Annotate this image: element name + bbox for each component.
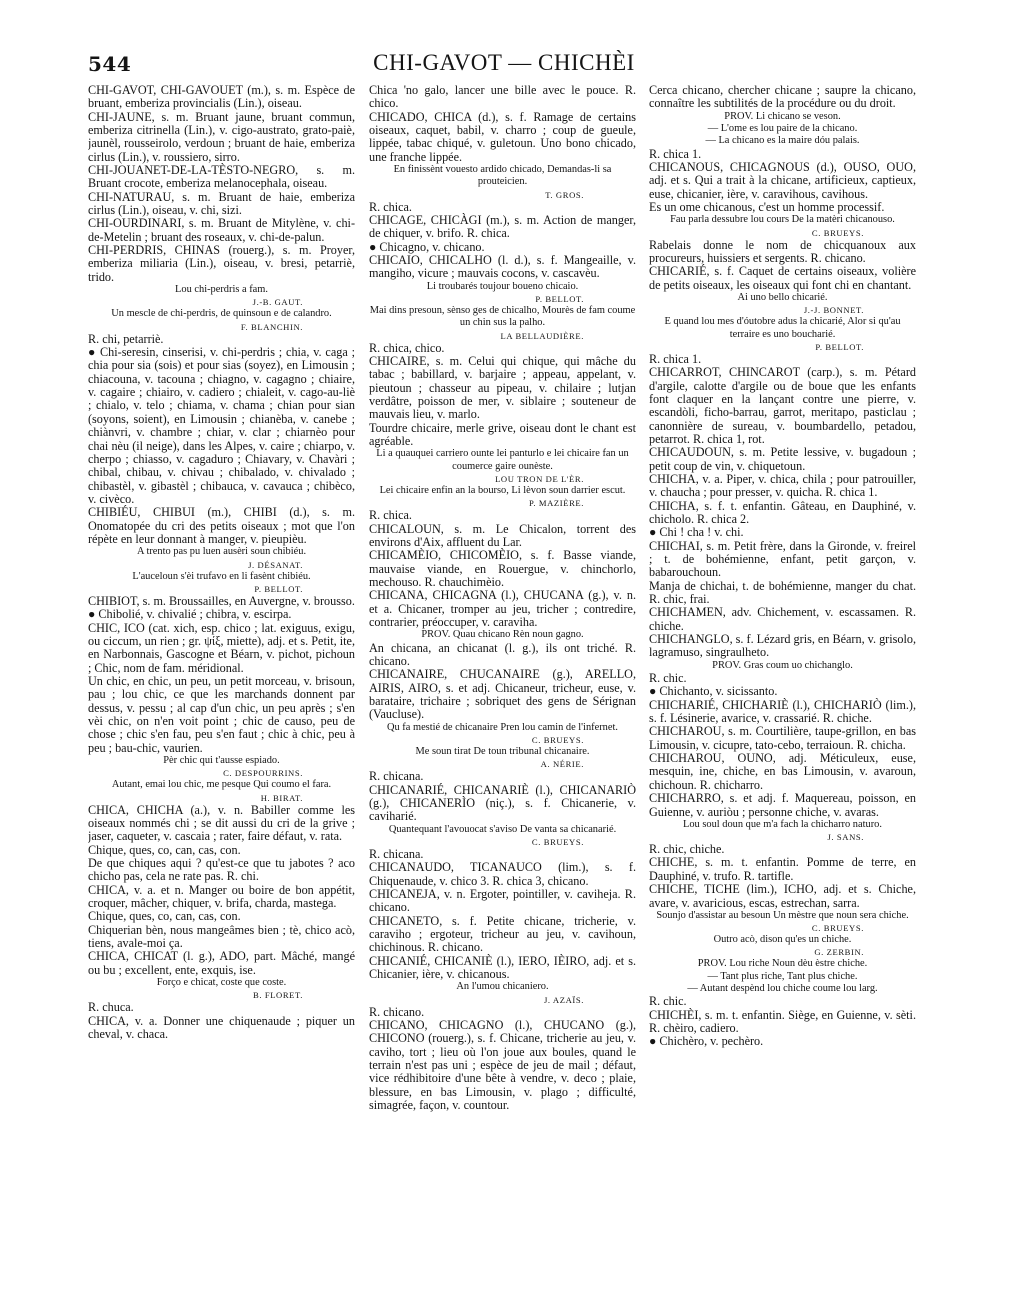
quotation: Lou soul doun que m'a fach la chicharro naturo. — [683, 818, 882, 830]
dictionary-entry: R. chuca. — [88, 1000, 134, 1015]
dictionary-entry: ● Chicagno, v. chicano. — [369, 239, 485, 254]
dictionary-entry: R. chicana. — [369, 769, 424, 784]
dictionary-entry: CHICANAIRE, CHUCANAIRE (g.), ARELLO, AIRIS, AIRO, s. et adj. Chicaneur, tricheur, euse, v. barataire, trichaire ; sobriquet des gens de Sérignan (Vaucluse). — [369, 667, 636, 722]
text-column-middle — [369, 84, 636, 1299]
dictionary-entry: De que chiques aqui ? qu'est-ce que tu jabotes ? aco chicho pas, cela ne rate pas. R. chi. — [88, 855, 355, 884]
dictionary-entry: Cerca chicano, chercher chicane ; saupre la chicano, connaître les subtilités de la procédure ou du droit. — [649, 84, 916, 111]
dictionary-entry: CHIC, ICO (cat. xich, esp. chico ; lat. exiguus, exigu, ou ciccum, un rien ; gr. ψίξ, miette), adj. et s. Petit, ite, en Narbonnais, Gascogne et Béarn, v. pichot, pichoun ; Chic, nom de fam. méridional. — [88, 620, 355, 675]
quotation: Quantequant l'avouocat s'aviso De vanta sa chicanarié. — [388, 823, 617, 835]
running-title: CHI-GAVOT — CHICHÈI — [373, 50, 635, 75]
dictionary-entry: R. chi, petarriè. — [88, 331, 164, 346]
dictionary-entry: CHI-JAUNE, s. m. Bruant jaune, bruant commun, emberiza citrinella (Lin.), v. cigo-austrato, grato-paiè, jaunèl, rousseirolo, verdoun ; bruant de haie, emberiza cirlus (Lin.), v. roussiero, sirro. — [88, 109, 355, 164]
dictionary-entry: CHICARROT, CHINCAROT (carp.), s. m. Pétard d'argile, calotte d'argile ou de boue que les enfants font claquer en la lançant contre une pierre, v. escandòli, ficho-barrau, garrot, meritapo, pasticlau ; canonnière de sureau, v. boumbardello, petadou, petarrot. R. chica 1, rot. — [649, 365, 916, 446]
quotation: Li troubarés toujour boueno chicaio. — [426, 280, 579, 292]
dictionary-entry: CHICANIÉ, CHICANIÈ (l.), IERO, IÈIRO, adj. et s. Chicanier, ière, v. chicanous. — [369, 953, 636, 982]
dictionary-entry: CHICA, CHICAT (l. g.), ADO, part. Mâché, mangé ou bu ; excellent, ente, exquis, ise. — [88, 949, 355, 977]
dictionary-entry: CHICANO, CHICAGNO (l.), CHUCANO (g.), CHICONO (rouerg.), s. f. Chicane, tricherie au jeu, v. caviho, tort ; lieu où l'on joue aux boules, quand le terrain n'est pas uni ; espèce de jeu de mail ; défaut, vice rédhibitoire d'une bête à vendre, v. deco ; plaie, blessure, en bas Limousin, v. plago ; difficulté, simagrée, façon, v. countour. — [369, 1018, 636, 1113]
dictionary-entry: CHICA, v. a. Donner une chiquenaude ; piquer un cheval, v. chaca. — [88, 1013, 355, 1042]
dictionary-entry: CHIBIÉU, CHIBUI (m.), CHIBI (d.), s. m. Onomatopée du cri des petits oiseaux ; mot que l'on répète en leur donnant à manger, v. pieupièu. — [88, 505, 355, 546]
quote-attribution: P. MAZIÈRE. — [528, 498, 584, 509]
quotation: PROV. Gras coum uo chichanglo. — [712, 659, 853, 671]
quotation: Forço e chicat, coste que coste. — [156, 977, 287, 989]
dictionary-entry: R. chic. — [649, 671, 687, 686]
dictionary-entry: CHICHAI, s. m. Petit frère, dans la Gironde, v. freirel ; t. de bohémienne, enfant, petit garçon, v. babarouchoun. — [649, 538, 916, 580]
dictionary-entry: CHIBIOT, s. m. Broussailles, en Auvergne, v. brousso. — [88, 593, 355, 608]
dictionary-entry: CHICHE, TICHE (lim.), ICHO, adj. et s. Chiche, avare, v. avaricious, escas, estrechan, sarra. — [649, 882, 916, 910]
quotation: Sounjo d'assistar au besoun Un mèstre que noun sera chiche. — [656, 909, 909, 921]
dictionary-entry: CHICAGE, CHICÀGI (m.), s. m. Action de manger, de chiquer, v. brifo. R. chica. — [369, 213, 636, 241]
quote-attribution: C. BRUEYS. — [811, 923, 864, 934]
dictionary-entry: ● Chibolié, v. chivalié ; chibra, v. escirpa. — [88, 607, 292, 622]
dictionary-entry: CHICAUDOUN, s. m. Petite lessive, v. bugadoun ; petit coup de vin, v. chiquetoun. — [649, 445, 916, 473]
quotation: PROV. Lou riche Noun dèu èstre chiche. — [697, 958, 868, 970]
quote-attribution: J.-B. GAUT. — [252, 297, 303, 308]
dictionary-entry: Chique, ques, co, can, cas, con. — [88, 842, 241, 857]
quotation: PROV. Quau chicano Rèn noun gagno. — [421, 629, 584, 641]
dictionary-entry: CHI-OURDINARI, s. m. Bruant de Mitylène, v. chi-de-Metelin ; bruant des roseaux, v. chi-de-palun. — [88, 216, 355, 244]
quotation: — La chicano es la maire dóu palais. — [705, 135, 860, 147]
dictionary-entry: Rabelais donne le nom de chicquanoux aux procureurs, huissiers et sergents. R. chicano. — [649, 237, 916, 265]
dictionary-entry: CHICHE, s. m. t. enfantin. Pomme de terre, en Dauphiné, v. trufo. R. tartifle. — [649, 855, 916, 883]
dictionary-entry: CHICAIO, CHICALHO (l. d.), s. f. Mangeaille, v. mangiho, vicure ; mauvais cocons, v. cascavèu. — [369, 253, 636, 281]
quote-attribution: F. BLANCHIN. — [240, 321, 303, 332]
quotation: — Autant despènd lou chiche coume lou larg. — [687, 983, 878, 995]
dictionary-entry: CHICANAUDO, TICANAUCO (lim.), s. f. Chiquenaude, v. chico 3. R. chica 3, chicano. — [369, 860, 636, 888]
quotation: L'auceloun s'èi trufavo en li fasènt chibiéu. — [132, 570, 311, 582]
dictionary-entry: CHICANA, CHICAGNA (l.), CHUCANA (g.), v. n. et a. Chicaner, tromper au jeu, tricher ; contredire, contrarier, préoccuper, v. caraviha. — [369, 588, 636, 629]
quotation: Fau parla dessubre lou cours De la matèri chicanouso. — [670, 214, 895, 226]
dictionary-entry: R. chica. — [369, 199, 412, 214]
quote-attribution: C. DESPOURRINS. — [223, 768, 303, 779]
dictionary-entry: Chica 'no galo, lancer une bille avec le pouce. R. chico. — [369, 84, 636, 111]
quote-attribution: P. BELLOT. — [815, 341, 864, 352]
quotation: Lei chicaire enfin an la bourso, Li lèvon soun darrier escut. — [379, 484, 626, 496]
dictionary-entry: CHICANEJA, v. n. Ergoter, pointiller, v. caviheja. R. chicano. — [369, 887, 636, 915]
quotation: An l'umou chicaniero. — [456, 981, 549, 993]
quote-attribution: J. DÉSANAT. — [248, 559, 303, 570]
quote-attribution: C. BRUEYS. — [811, 227, 864, 238]
text-column-right — [649, 84, 916, 1299]
dictionary-entry: CHICAIRE, s. m. Celui qui chique, qui mâche du tabac ; babillard, v. barjaire ; appeau, appelant, v. pieutoun ; chasseur au pipeau, v. chilaire ; lutjan verdâtre, poisson de mer, v. siblaire ; souteneur de mauvais lieu, v. marlo. — [369, 353, 636, 422]
quotation: — Tant plus riche, Tant plus chiche. — [707, 970, 858, 982]
dictionary-entry: CHICHAMEN, adv. Chichement, v. escassamen. R. chiche. — [649, 605, 916, 633]
quotation: Qu fa mestié de chicanaire Pren lou camin de l'infernet. — [387, 721, 618, 733]
quote-attribution: LOU TRON DE L'ÈR. — [495, 473, 584, 484]
quotation: Li a quauquei carriero ounte lei panturlo e lei chicaire fan un coumerce gaire ounèste. — [376, 448, 629, 472]
dictionary-entry: R. chicana. — [369, 846, 424, 861]
quote-attribution: P. BELLOT. — [535, 294, 584, 305]
dictionary-entry: Tourdre chicaire, merle grive, oiseau dont le chant est agréable. — [369, 420, 636, 449]
dictionary-entry: CHICHARIÉ, CHICHARIÈ (l.), CHICHARIÒ (lim.), s. f. Lésinerie, avarice, v. crassarié. R. chiche. — [649, 697, 916, 726]
dictionary-entry: CHICHARRO, s. et adj. f. Maquereau, poisson, en Guienne, v. auriòu ; personne chiche, v. avaras. — [649, 791, 916, 819]
quote-attribution: C. BRUEYS. — [531, 735, 584, 745]
dictionary-entry: CHICHA, s. f. t. enfantin. Gâteau, en Dauphiné, v. chicholo. R. chica 2. — [649, 498, 916, 526]
dictionary-entry: R. chica. — [369, 508, 412, 523]
quotation: Ai uno bello chicarié. — [737, 291, 828, 303]
dictionary-entry: An chicana, an chicanat (l. g.), ils ont triché. R. chicano. — [369, 640, 636, 668]
quotation: A trento pas pu luen ausèri soun chibiéu. — [136, 546, 307, 558]
dictionary-entry: Manja de chichai, t. de bohémienne, manger du chat. R. chic, frai. — [649, 578, 916, 607]
dictionary-entry: CHICHANGLO, s. f. Lézard gris, en Béarn, v. grisolo, lagramuso, singraulheto. — [649, 632, 916, 660]
dictionary-entry: CHICA, v. a. et n. Manger ou boire de bon appétit, croquer, mâcher, chiquer, v. brifa, charda, mastega. — [88, 882, 355, 910]
dictionary-entry: R. chic. — [649, 994, 687, 1009]
quote-attribution: P. BELLOT. — [254, 583, 303, 594]
dictionary-entry: CHI-GAVOT, CHI-GAVOUET (m.), s. m. Espèce de bruant, emberiza provincialis (Lin.), oiseau. — [88, 84, 355, 111]
dictionary-entry: CHICANARIÉ, CHICANARIÈ (l.), CHICANARIÒ (g.), CHICANERÌO (niç.), s. f. Chicanerie, v. caviharié. — [369, 782, 636, 824]
quote-attribution: H. BIRAT. — [260, 792, 303, 803]
dictionary-entry: CHICANOUS, CHICAGNOUS (d.), OUSO, OUO, adj. et s. Qui a trait à la chicane, artificieux, captieux, euse, chicanier, ière, v. caravihous, cavihous. — [649, 159, 916, 201]
dictionary-entry: R. chica 1. — [649, 351, 702, 366]
quotation: Lou chi-perdris a fam. — [175, 284, 268, 296]
dictionary-entry: CHICARIÉ, s. f. Caquet de certains oiseaux, volière de petits oiseaux, les oiseaux qui font chi en chantant. — [649, 264, 916, 292]
dictionary-entry: R. chica, chico. — [369, 340, 445, 355]
quote-attribution: J.-J. BONNET. — [803, 305, 864, 316]
quotation: Me soun tirat De toun tribunal chicanaire. — [415, 746, 590, 757]
text-column-left — [88, 84, 355, 1299]
dictionary-entry: ● Chichèro, v. pechèro. — [649, 1034, 764, 1049]
dictionary-entry: ● Chi ! cha ! v. chi. — [649, 525, 744, 540]
dictionary-entry: CHICAMÈIO, CHICOMÈIO, s. f. Basse viande, mauvaise viande, en Rouergue, v. chinchorlo, mechouso. R. chauchimèio. — [369, 548, 636, 589]
quote-attribution: LA BELLAUDIÈRE. — [500, 330, 584, 341]
dictionary-entry: CHICHAROU, OUNO, adj. Méticuleux, euse, mesquin, ine, chiche, en bas Limousin, v. avaroun, chichoun. R. chicharro. — [649, 751, 916, 792]
dictionary-entry: CHI-JOUANET-DE-LA-TÈSTO-NEGRO, s. m. Bruant crocote, emberiza melanocephala, oiseau. — [88, 163, 355, 191]
dictionary-entry: R. chicano. — [369, 1004, 425, 1019]
dictionary-entry: CHICHÈI, s. m. t. enfantin. Siège, en Guienne, v. sèti. R. chèiro, cadiero. — [649, 1007, 916, 1036]
dictionary-entry: ● Chichanto, v. sicissanto. — [649, 684, 778, 699]
quote-attribution: J. SANS. — [827, 832, 864, 843]
quote-attribution: B. FLORET. — [252, 990, 303, 1001]
dictionary-entry: Un chic, en chic, un peu, un petit morceau, v. brisoun, pau ; lou chic, ce que les marchands donnent par dessus, v. pessu ; al cap d'un chic, un peu après ; s'en vèi chic, on n'en voit point ; chic de causo, peu de chose ; chic s'en fau, peu s'en faut ; chic à chic, peu à peu ; bau-chic, vaurien. — [88, 673, 355, 755]
dictionary-entry: CHICHAROU, s. m. Courtilière, taupe-grillon, en bas Limousin, v. cicupre, tato-cebo, terraioun. R. chicha. — [649, 724, 916, 752]
quote-attribution: G. ZERBIN. — [814, 947, 864, 958]
quotation: E quand lou mes d'óutobre adus la chicarié, Alor si qu'au terraire es uno boucharié. — [664, 316, 901, 340]
quotation: PROV. Li chicano se veson. — [724, 110, 841, 122]
dictionary-entry: Chiquerian bèn, nous mangeâmes bien ; tè, chico acò, tiens, avale-moi ça. — [88, 922, 355, 950]
dictionary-entry: CHICHA, v. a. Piper, v. chica, chila ; pour patrouiller, v. chaucha ; pour presser, v. quicha. R. chica 1. — [649, 471, 916, 500]
quotation: Un mescle de chi-perdris, de quinsoun e de calandro. — [111, 308, 332, 320]
quote-attribution: A. NÉRIE. — [540, 759, 584, 770]
dictionary-entry: CHICADO, CHICA (d.), s. f. Ramage de certains oiseaux, caquet, babil, v. charro ; coup de gueule, lippée, tabac chiqué, v. guletoun. Uno bono chicado, une franche lippée. — [369, 109, 636, 164]
quotation: Autant, emai lou chic, me pesque Qui coumo el fara. — [111, 779, 332, 791]
dictionary-entry: R. chica 1. — [649, 146, 702, 161]
dictionary-entry: CHI-PERDRIS, CHINAS (rouerg.), s. m. Proyer, emberiza miliaria (Lin.), oiseau, v. bresi, petarriè, trido. — [88, 243, 355, 284]
dictionary-entry: Chique, ques, co, can, cas, con. — [88, 909, 241, 924]
dictionary-entry: CHI-NATURAU, s. m. Bruant de haie, emberiza cirlus (Lin.), oiseau, v. chi, sizi. — [88, 189, 355, 218]
dictionary-entry: CHICA, CHICHA (a.), v. n. Babiller comme les oiseaux nommés chi ; se dit aussi du cri de la grive ; jaser, caqueter, v. cascaia ; rater, faire défaut, v. rata. — [88, 802, 355, 844]
dictionary-entry: ● Chi-seresin, cinserisi, v. chi-perdris ; chia, v. caga ; chia pour sia (sois) et pour sias (soyez), en Limousin ; chiacouna, v. tacouna ; chiagno, v. cagagno ; chiaire, v. cagaire ; chiairo, v. cadiero ; chialeit, v. cago-au-liè ; chialo, v. telo ; chiama, v. chama ; chian pour sian (soyons, soient), en Limousin ; chianèba, v. canebe ; chiànvri, v. chambre ; chiar, v. clar ; chiarnèo pour chai nèu (il neige), dans les Alpes, v. caire ; chiarpo, v. cherpo ; chiasso, v. cagaduro ; Chiavary, v. Chavàri ; chibal, chibau, v. chivau ; chibalado, v. chivalado ; chibastèl, v. gibastèl ; chibauca, v. cavauca ; chibèco, v. civèco. — [88, 345, 355, 506]
quotation: — L'ome es lou paire de la chicano. — [707, 122, 858, 134]
dictionary-entry: R. chic, chiche. — [649, 842, 725, 857]
page-number: 544 — [88, 52, 132, 76]
quote-attribution: J. AZAÏS. — [543, 994, 584, 1005]
dictionary-entry: Es un ome chicanous, c'est un homme processif. — [649, 199, 885, 214]
quotation: Mai dins presoun, sènso ges de chicalho, Mourès de fam coume un chin sus la palho. — [369, 305, 636, 329]
dictionary-entry: CHICANETO, s. f. Petite chicane, tricherie, v. caraviho ; ergoteur, tricheur au jeu, v. cavihoun, chichinous. R. chicano. — [369, 913, 636, 955]
quotation: Outro acò, dison qu'es un chiche. — [713, 934, 852, 946]
dictionary-entry: CHICALOUN, s. m. Le Chicalon, torrent des environs d'Aix, affluent du Lar. — [369, 521, 636, 549]
quote-attribution: T. GROS. — [545, 189, 584, 200]
quotation: En finissènt vouesto ardido chicado, Demandas-li sa prouteicien. — [393, 164, 612, 188]
quotation: Pèr chic qui t'ausse espiado. — [163, 754, 280, 766]
quote-attribution: C. BRUEYS. — [531, 836, 584, 847]
